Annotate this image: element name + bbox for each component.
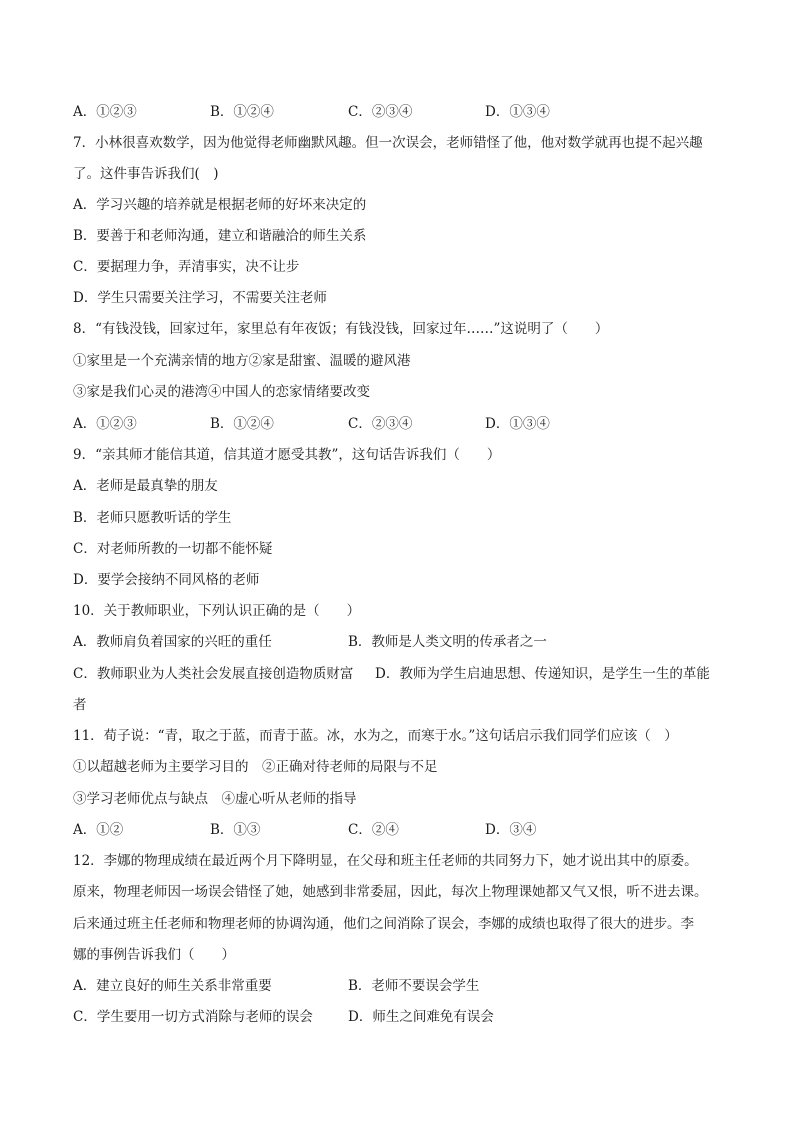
q6-options: [73, 102, 723, 122]
q10-option-b[interactable]: B．教师是人类文明的传承者之一: [348, 634, 547, 650]
q7-option-c[interactable]: C．要据理力争，弄清事实，决不让步: [73, 259, 300, 275]
q7-stem-line1: 7．小林很喜欢数学，因为他觉得老师幽默风趣。但一次误会，老师错怪了他，他对数学就再也提不起兴趣: [73, 135, 703, 151]
q12-options-row2: [73, 1007, 723, 1027]
q7-stem-line2: 了。这件事告诉我们( ): [73, 166, 219, 182]
q9-option-d[interactable]: D．要学会接纳不同风格的老师: [73, 572, 260, 588]
q10-option-a[interactable]: A．教师肩负着国家的兴旺的重任: [73, 634, 272, 650]
q10-option-d-continued: 者: [73, 697, 87, 713]
q6-option-a[interactable]: A．①②③: [73, 104, 137, 120]
q11-options: [73, 820, 723, 840]
q9-option-b[interactable]: B．老师只愿教听话的学生: [73, 510, 232, 526]
q10-stem: 10．关于教师职业，下列认识正确的是（ ）: [73, 603, 361, 619]
q8-stem: 8．“有钱没钱，回家过年，家里总有年夜饭；有钱没钱，回家过年……”这说明了（ ）: [73, 321, 609, 337]
q11-items-line2: ③学习老师优点与缺点 ④虚心听从老师的指导: [73, 791, 357, 807]
q10-option-c[interactable]: C．教师职业为人类社会发展直接创造物质财富: [73, 666, 354, 682]
q7-option-a[interactable]: A．学习兴趣的培养就是根据老师的好坏来决定的: [73, 197, 367, 213]
q12-options-row1: [73, 976, 723, 996]
q7-option-b[interactable]: B．要善于和老师沟通，建立和谐融洽的师生关系: [73, 228, 367, 244]
q12-stem-line3: 后来通过班主任老师和物理老师的协调沟通，他们之间消除了误会，李娜的成绩也取得了很大的进步。李: [73, 916, 694, 932]
q6-option-d[interactable]: D．①③④: [485, 104, 550, 120]
q8-options: [73, 414, 723, 434]
q9-stem: 9．“亲其师才能信其道，信其道才愿受其教”，这句话告诉我们（ ）: [73, 447, 501, 463]
q12-option-b[interactable]: B．老师不要误会学生: [348, 978, 480, 994]
q12-option-d[interactable]: D．师生之间难免有误会: [348, 1009, 494, 1025]
q7-option-d[interactable]: D．学生只需要关注学习，不需要关注老师: [73, 290, 327, 306]
q11-option-a[interactable]: A．①②: [73, 822, 124, 838]
q9-option-c[interactable]: C．对老师所教的一切都不能怀疑: [73, 541, 273, 557]
q12-stem-line1: 12．李娜的物理成绩在最近两个月下降明显，在父母和班主任老师的共同努力下，她才说出其中的原委。: [73, 853, 698, 869]
q12-stem-line4: 娜的事例告诉我们（ ）: [73, 947, 235, 963]
q8-items-line2: ③家是我们心灵的港湾④中国人的恋家情绪要改变: [73, 384, 370, 400]
q11-option-b[interactable]: B．①③: [210, 822, 261, 838]
q12-option-c[interactable]: C．学生要用一切方式消除与老师的误会: [73, 1009, 313, 1025]
q12-option-a[interactable]: A．建立良好的师生关系非常重要: [73, 978, 272, 994]
q12-stem-line2: 原来，物理老师因一场误会错怪了她，她感到非常委屈，因此，每次上物理课她都又气又恨，听不进去课。: [73, 884, 708, 900]
q10-option-d[interactable]: D．教师为学生启迪思想、传递知识，是学生一生的革能: [375, 666, 710, 682]
q10-options-row1: [73, 632, 723, 652]
q11-option-c[interactable]: C．②④: [348, 822, 399, 838]
q11-option-d[interactable]: D．③④: [485, 822, 537, 838]
q11-stem: 11．荀子说：“青，取之于蓝，而青于蓝。冰，水为之，而寒于水。”这句话启示我们同学们应该（ ）: [73, 728, 678, 744]
q11-items-line1: ①以超越老师为主要学习目的 ②正确对待老师的局限与不足: [73, 759, 438, 775]
q6-option-b[interactable]: B．①②④: [210, 104, 274, 120]
q8-option-d[interactable]: D．①③④: [485, 416, 550, 432]
q8-items-line1: ①家里是一个充满亲情的地方②家是甜蜜、温暖的避风港: [73, 353, 411, 369]
q9-option-a[interactable]: A．老师是最真挚的朋友: [73, 478, 218, 494]
q8-option-c[interactable]: C．②③④: [348, 416, 413, 432]
q6-option-c[interactable]: C．②③④: [348, 104, 413, 120]
q10-options-row2: [73, 664, 723, 684]
q8-option-a[interactable]: A．①②③: [73, 416, 137, 432]
q8-option-b[interactable]: B．①②④: [210, 416, 274, 432]
